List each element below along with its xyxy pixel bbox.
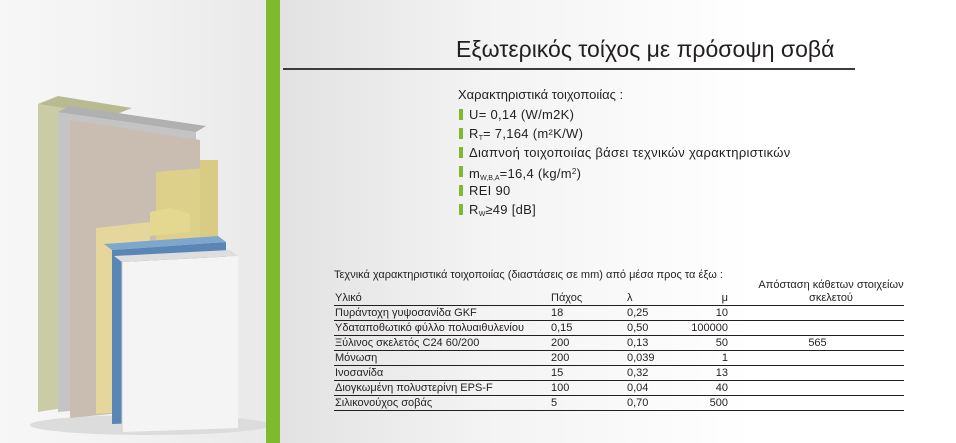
cell-mu: 13 <box>684 366 730 381</box>
table-row <box>334 396 904 411</box>
column-header-thickness: Πάχος <box>550 291 626 306</box>
cell-material: Διογκωμένη πολυστερίνη EPS-F <box>334 381 550 396</box>
materials-table <box>334 291 904 411</box>
cell-thickness: 200 <box>550 336 626 351</box>
rw-symbol: R <box>469 202 479 217</box>
render-face <box>122 256 238 432</box>
cell-lambda: 0,04 <box>626 381 684 396</box>
wall-section-illustration <box>0 0 266 443</box>
cell-material: Ξύλινος σκελετός C24 60/200 <box>334 336 550 351</box>
table-row <box>334 336 904 351</box>
list-item <box>458 200 791 219</box>
cell-lambda: 0,32 <box>626 366 684 381</box>
cell-mu: 500 <box>684 396 730 411</box>
table-row <box>334 321 904 336</box>
cell-material: Σιλικονούχος σοβάς <box>334 396 550 411</box>
cell-thickness: 18 <box>550 306 626 321</box>
rt-subscript: T <box>478 135 483 142</box>
accent-bar <box>266 0 280 443</box>
cell-mu: 40 <box>684 381 730 396</box>
page-title: Εξωτερικός τοίχος με πρόσοψη σοβά <box>456 36 835 62</box>
cell-thickness: 0,15 <box>550 321 626 336</box>
cell-spacing <box>730 366 904 381</box>
cell-thickness: 200 <box>550 351 626 366</box>
table-body <box>334 306 904 411</box>
cell-mu: 100000 <box>684 321 730 336</box>
table-row <box>334 366 904 381</box>
rw-subscript: W <box>478 211 486 218</box>
characteristics-list <box>458 105 791 219</box>
table-row <box>334 306 904 321</box>
mass-superscript: 2 <box>571 167 577 176</box>
column-header-spacing-cell <box>730 291 904 306</box>
table-header-row <box>334 291 904 306</box>
column-header-mu: μ <box>684 291 730 306</box>
list-item <box>458 162 791 181</box>
cell-spacing <box>730 381 904 396</box>
mass-value-text: =16,4 (kg/m <box>499 166 572 181</box>
characteristics-heading: Χαρακτηριστικά τοιχοποιίας : <box>458 87 624 102</box>
cell-thickness: 15 <box>550 366 626 381</box>
bullet-icon <box>459 204 463 215</box>
cell-material: Μόνωση <box>334 351 550 366</box>
cell-lambda: 0,70 <box>626 396 684 411</box>
column-header-material: Υλικό <box>334 291 550 306</box>
mass-symbol: m <box>469 166 481 181</box>
rt-value-text: = 7,164 (m²K/W) <box>482 126 584 141</box>
bullet-icon <box>459 185 463 196</box>
wall-layers-drawing <box>0 0 266 443</box>
cell-mu: 10 <box>684 306 730 321</box>
list-item <box>458 143 791 162</box>
table-heading: Τεχνικά χαρακτηριστικά τοιχοποιίας (διαστάσεις σε mm) από μέσα προς τα έξω : <box>334 269 723 281</box>
rt-symbol: R <box>469 126 479 141</box>
bullet-icon <box>459 147 463 158</box>
cell-mu: 50 <box>684 336 730 351</box>
cell-spacing: 565 <box>730 336 904 351</box>
u-value-text: U= 0,14 (W/m2K) <box>469 107 575 122</box>
list-item <box>458 181 791 200</box>
fire-rating-text: REI 90 <box>469 183 511 198</box>
cell-material: Υδαταποθωτικό φύλλο πολυαιθυλενίου <box>334 321 550 336</box>
cell-lambda: 0,50 <box>626 321 684 336</box>
bullet-icon <box>459 109 463 120</box>
cell-spacing <box>730 396 904 411</box>
cell-spacing <box>730 306 904 321</box>
title-divider <box>283 68 855 70</box>
table-row <box>334 351 904 366</box>
mass-value-close: ) <box>576 166 582 181</box>
column-header-spacing: Απόσταση κάθετων στοιχείων σκελετού <box>758 279 904 304</box>
cell-thickness: 100 <box>550 381 626 396</box>
bullet-icon <box>459 128 463 139</box>
cell-material: Πυράντοχη γυψοσανίδα GKF <box>334 306 550 321</box>
cell-mu: 1 <box>684 351 730 366</box>
column-header-lambda: λ <box>626 291 684 306</box>
cell-lambda: 0,25 <box>626 306 684 321</box>
breathability-text: Διαπνοή τοιχοποιίας βάσει τεχνικών χαρακτηριστικών <box>469 145 791 160</box>
cell-lambda: 0,13 <box>626 336 684 351</box>
list-item <box>458 124 791 143</box>
list-item <box>458 105 791 124</box>
cell-material: Ινοσανίδα <box>334 366 550 381</box>
rw-value-text: ≥49 [dB] <box>485 202 537 217</box>
mass-subscript: W,B,A <box>480 175 500 182</box>
cell-lambda: 0,039 <box>626 351 684 366</box>
table-row <box>334 381 904 396</box>
cell-spacing <box>730 351 904 366</box>
cell-thickness: 5 <box>550 396 626 411</box>
cell-spacing <box>730 321 904 336</box>
bullet-icon <box>459 166 463 177</box>
